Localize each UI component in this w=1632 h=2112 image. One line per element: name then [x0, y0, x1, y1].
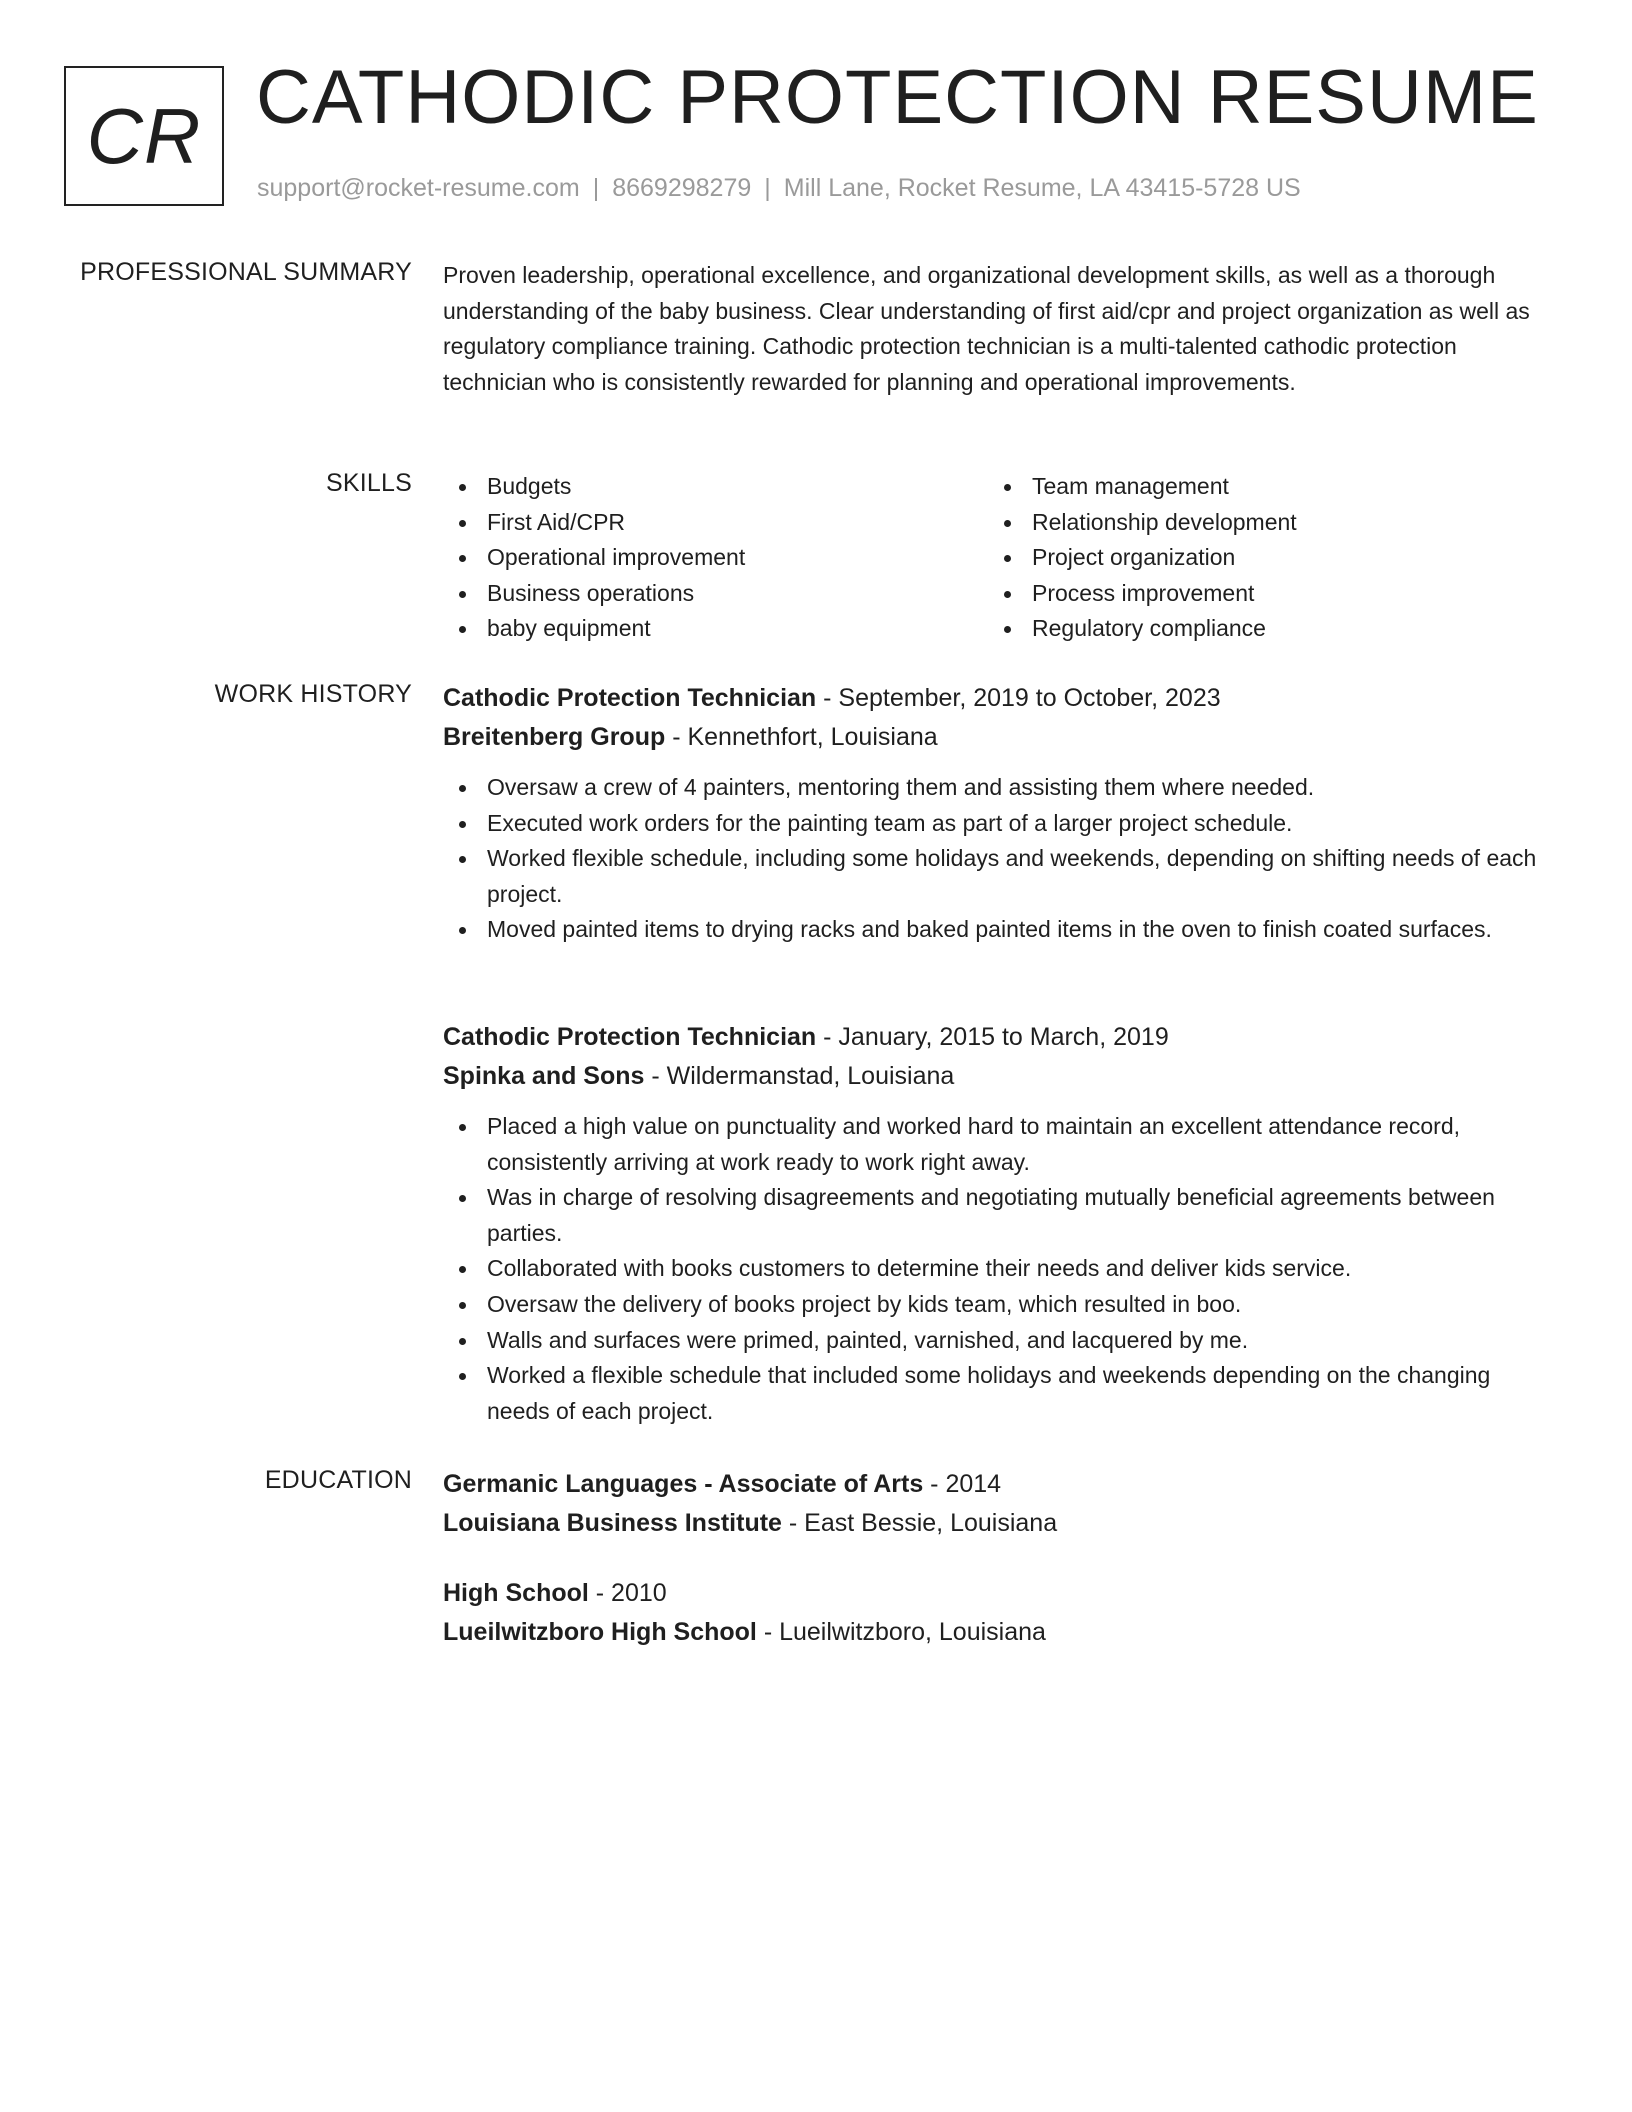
- monogram-box: [64, 66, 224, 206]
- education-degree-line: [443, 1574, 1553, 1613]
- job-location: - Kennethfort, Louisiana: [665, 723, 938, 751]
- job-company-line: [443, 718, 1553, 757]
- education-school-line: [443, 1613, 1553, 1652]
- skill-item: Budgets: [443, 469, 988, 505]
- job-duty: Worked flexible schedule, including some holidays and weekends, depending on shifting needs of each project.: [443, 841, 1553, 912]
- summary-body: [443, 258, 1553, 400]
- skill-item: First Aid/CPR: [443, 505, 988, 541]
- skills-columns: [443, 469, 1533, 647]
- skill-item: Process improvement: [988, 576, 1533, 612]
- education-entry: [443, 1465, 1553, 1543]
- contact-separator: |: [764, 174, 771, 202]
- contact-email: support@rocket-resume.com: [257, 174, 580, 202]
- job-duty: Executed work orders for the painting team as part of a larger project schedule.: [443, 806, 1553, 842]
- resume-title: CATHODIC PROTECTION RESUME: [256, 55, 1539, 140]
- skill-item: Business operations: [443, 576, 988, 612]
- work-history-heading: WORK HISTORY: [214, 680, 412, 708]
- education-degree: Germanic Languages - Associate of Arts: [443, 1470, 924, 1498]
- job-duty: Placed a high value on punctuality and worked hard to maintain an excellent attendance record, consistently arriving at work ready to work right away.: [443, 1109, 1553, 1180]
- job-duty: Oversaw the delivery of books project by kids team, which resulted in boo.: [443, 1287, 1553, 1323]
- job-entry: [443, 1018, 1553, 1429]
- education-school: Lueilwitzboro High School: [443, 1618, 757, 1646]
- contact-phone: 8669298279: [612, 174, 752, 202]
- skill-item: Relationship development: [988, 505, 1533, 541]
- job-duty: Was in charge of resolving disagreements and negotiating mutually beneficial agreements between parties.: [443, 1180, 1553, 1251]
- contact-separator: |: [592, 174, 600, 202]
- job-title-line: [443, 1018, 1553, 1057]
- contact-address: Mill Lane, Rocket Resume, LA 43415-5728 US: [783, 174, 1301, 202]
- skill-item: Regulatory compliance: [988, 611, 1533, 647]
- job-dates: - January, 2015 to March, 2019: [816, 1023, 1169, 1051]
- contact-line: [257, 174, 1301, 203]
- education-location: - Lueilwitzboro, Louisiana: [756, 1618, 1046, 1646]
- job-duty: Moved painted items to drying racks and baked painted items in the oven to finish coated surfaces.: [443, 912, 1553, 948]
- job-entry: [443, 679, 1553, 948]
- job-duties-list: [443, 770, 1553, 948]
- skill-item: baby equipment: [443, 611, 988, 647]
- summary-text: Proven leadership, operational excellence, and organizational development skills, as well as a thorough understanding of the baby business. Clear understanding of first aid/cpr and project organization as well as regulatory compliance training. Cathodic protection technician is a multi-talented cathodic protection technician who is consistently rewarded for planning and operational improvements.: [443, 262, 1530, 395]
- job-dates: - September, 2019 to October, 2023: [816, 684, 1221, 712]
- skill-item: Operational improvement: [443, 540, 988, 576]
- job-duties-list: [443, 1109, 1553, 1429]
- skills-list-right: [988, 469, 1533, 647]
- job-duty: Collaborated with books customers to determine their needs and deliver kids service.: [443, 1251, 1553, 1287]
- skill-item: Project organization: [988, 540, 1533, 576]
- job-duty: Worked a flexible schedule that included some holidays and weekends depending on the changing needs of each project.: [443, 1358, 1553, 1429]
- monogram-initials: CR: [86, 92, 202, 180]
- education-location: - East Bessie, Louisiana: [781, 1509, 1058, 1537]
- education-school-line: [443, 1504, 1553, 1543]
- job-title: Cathodic Protection Technician: [443, 684, 817, 712]
- skills-body: [443, 469, 1553, 647]
- education-school: Louisiana Business Institute: [443, 1509, 782, 1537]
- education-entry: [443, 1574, 1553, 1652]
- education-degree: High School: [443, 1579, 589, 1607]
- education-year: - 2010: [588, 1579, 667, 1607]
- job-company-line: [443, 1057, 1553, 1096]
- job-location: - Wildermanstad, Louisiana: [644, 1062, 955, 1090]
- education-heading: EDUCATION: [264, 1466, 412, 1494]
- job-duty: Oversaw a crew of 4 painters, mentoring them and assisting them where needed.: [443, 770, 1553, 806]
- job-title-line: [443, 679, 1553, 718]
- job-company: Breitenberg Group: [443, 723, 666, 751]
- education-year: - 2014: [923, 1470, 1002, 1498]
- job-title: Cathodic Protection Technician: [443, 1023, 817, 1051]
- skills-list-left: [443, 469, 988, 647]
- job-duty: Walls and surfaces were primed, painted, varnished, and lacquered by me.: [443, 1323, 1553, 1359]
- summary-heading: PROFESSIONAL SUMMARY: [80, 258, 412, 286]
- skill-item: Team management: [988, 469, 1533, 505]
- job-company: Spinka and Sons: [443, 1062, 645, 1090]
- skills-heading: SKILLS: [326, 469, 412, 497]
- education-degree-line: [443, 1465, 1553, 1504]
